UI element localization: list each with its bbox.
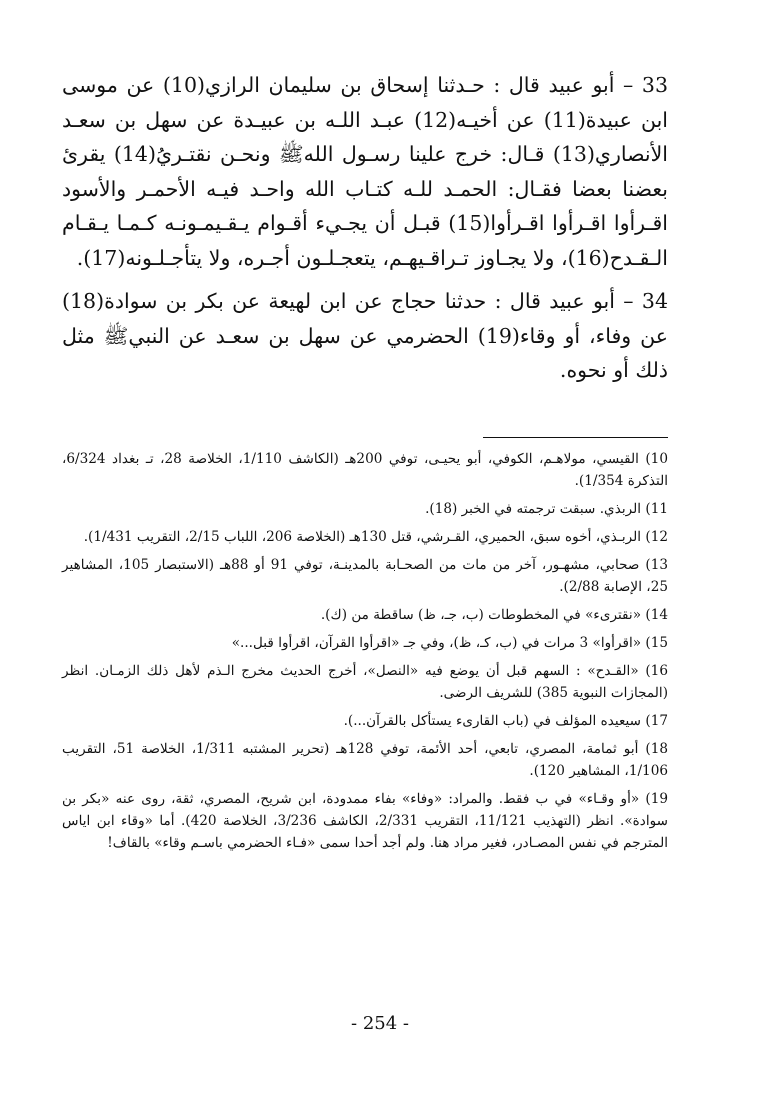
footnote-number: 11) bbox=[645, 501, 668, 517]
footnote-19 bbox=[62, 788, 668, 854]
footnote-18 bbox=[62, 738, 668, 782]
footnote-13 bbox=[62, 554, 668, 598]
footnote-number: 15) bbox=[645, 635, 668, 651]
footnote-15 bbox=[62, 632, 668, 654]
footnote-number: 12) bbox=[645, 529, 668, 545]
footnote-text: أبو ثمامة، المصري، تابعي، أحد الأئمة، توفي 128هـ (تحرير المشتبه 1/311، الخلاصة 51، التقريب 1/106، المشاهير 120). bbox=[62, 741, 668, 779]
footnote-number: 18) bbox=[645, 741, 668, 757]
footnote-14 bbox=[62, 604, 668, 626]
footnote-17 bbox=[62, 710, 668, 732]
footnote-number: 14) bbox=[645, 607, 668, 623]
footnote-number: 19) bbox=[645, 791, 668, 807]
footnote-number: 10) bbox=[645, 451, 668, 467]
footnote-text: صحابي، مشهـور، آخر من مات من الصحـابة بالمدينـة، توفي 91 أو 88هـ (الاستبصار 105، المشاهير 25، الإصابة 2/88). bbox=[62, 557, 668, 595]
footnote-text: الربـذي، أخوه سبق، الحميري، القـرشي، قتل 130هـ (الخلاصة 206، اللباب 2/15، التقريب 1/431). bbox=[83, 529, 642, 545]
footnote-10 bbox=[62, 448, 668, 492]
page-number: - 254 - bbox=[351, 1013, 409, 1034]
footnote-number: 16) bbox=[645, 663, 668, 679]
footnote-16 bbox=[62, 660, 668, 704]
footnote-number: 13) bbox=[645, 557, 669, 573]
footnote-text: القيسي، مولاهـم، الكوفي، أبو يحيـى، توفي 200هـ (الكاشف 1/110، الخلاصة 28، تـ بغداد 6/324، التذكرة 1/354). bbox=[62, 451, 668, 489]
footnote-number: 17) bbox=[645, 713, 668, 729]
footnote-12 bbox=[62, 526, 668, 548]
hadith-34-paragraph: 34 – أبو عبيد قال : حدثنا حجاج عن ابن لهيعة عن بكر بن سوادة(18) عن وفاء، أو وقاء(19) الحضرمي عن سهل بن سعـد عن النبيﷺ مثل ذلك أو نحوه. bbox=[62, 289, 668, 382]
footnote-text: «أو وقـاء» في ب فقط. والمراد: «وفاء» بفاء ممدودة، ابن شريح، المصري، ثقة، روى عنه «بكر بن سوادة». انظر (التهذيب 11/121، التقريب 2/331، الكاشف 3/236، الخلاصة 420). أما «وقاء ابن اياس المترجم في نفس المصـادر، فغير مراد هنا. ولم أجد أحدا سمى «فـاء الحضرمي باسـم وقاء» بالقاف! bbox=[62, 791, 669, 851]
footnote-text: سيعيده المؤلف في (باب القارىء يستأكل بالقرآن...). bbox=[343, 713, 642, 729]
footnote-text: «نقترىء» في المخطوطات (ب، جـ، ظ) ساقطة من (ك). bbox=[320, 607, 642, 623]
footnotes bbox=[62, 448, 668, 860]
hadith-33-paragraph: 33 – أبو عبيد قال : حـدثنا إسحاق بن سليمان الرازي(10) عن موسى ابن عبيدة(11) عن أخيـه(12) عبـد اللـه بن عبيـدة عن سهل بن سعـد الأنصاري(13) قـال: خرج علينا رسـول اللهﷺ ونحـن نقتـريُ(14) يقرئ بعضنا بعضا فقـال: الحمـد للـه كتـاب الله واحـد فيـه الأحمـر والأسود اقـرأوا اقـرأوا اقـرأوا(15) قبـل أن يجـيء أقـوام يـقـيمـونـه كـمـا يـقـام الـقـدح(16)، ولا يجـاوز تـراقـيهـم، يتعجـلـون أجـره، ولا يتأجـلـونه(17). bbox=[62, 73, 668, 270]
footnote-text: «اقرأوا» 3 مرات في (ب، كـ، ظ)، وفي جـ «اقرأوا القرآن، اقرأوا قبل...» bbox=[231, 635, 642, 651]
footnote-text: «القـدح» : السهم قبل أن يوضع فيه «النصل»، أخرج الحديث مخرج الـذم لأهل ذلك الزمـان. انظر (المجازات النبوية 385) للشريف الرضى. bbox=[62, 663, 668, 701]
footnote-11 bbox=[62, 498, 668, 520]
main-text bbox=[62, 68, 668, 388]
footnote-divider bbox=[483, 437, 668, 438]
footnote-text: الربذي. سبقت ترجمته في الخبر (18). bbox=[425, 501, 642, 517]
